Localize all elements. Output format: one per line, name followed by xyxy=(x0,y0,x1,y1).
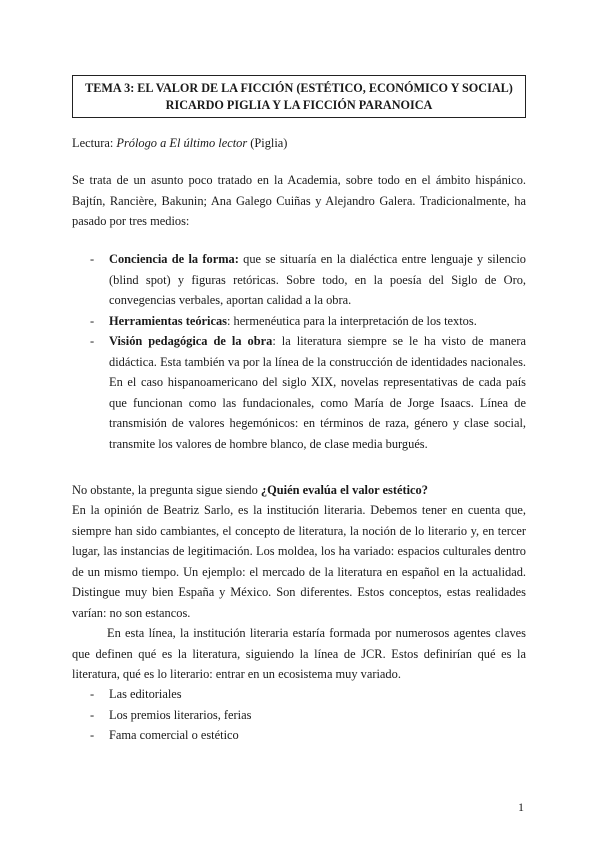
page-number: 1 xyxy=(518,800,524,814)
reading-work: Prólogo a El último lector xyxy=(116,136,248,150)
sarlo-paragraph: En la opinión de Beatriz Sarlo, es la institución literaria. Debemos tener en cuenta que, siempre han sido cambiantes, el concepto de literatura, la noción de lo literario y, en tercer lugar, las instancias de legitimación. Los moldea, los ha variado: espacios culturales dentro de un mismo tiempo. Un ejemplo: el mercado de la literatura en español en la actualidad. Distingue muy bien España y México. Son diferentes. Estos conceptos, estas realidades varían: no son estancos. xyxy=(72,503,526,620)
reading-line xyxy=(72,133,526,154)
item-text: Las editoriales xyxy=(109,687,182,701)
institution-paragraph: En esta línea, la institución literaria estaría formada por numerosos agentes claves que definen qué es la literatura, siguiendo la línea de JCR. Estos definirían qué es la literatura, qué es lo literario: entrar en un ecosistema muy variado. xyxy=(72,626,526,681)
list-item xyxy=(72,249,526,311)
reading-author: (Piglia) xyxy=(247,136,288,150)
title-line-1: TEMA 3: EL VALOR DE LA FICCIÓN (ESTÉTICO, ECONÓMICO Y SOCIAL) xyxy=(85,81,513,95)
reading-label: Lectura: xyxy=(72,136,117,150)
dash-bullet: - xyxy=(90,334,95,348)
dash-bullet: - xyxy=(90,313,95,328)
item-term: Visión pedagógica de la obra xyxy=(109,334,273,348)
question-paragraph xyxy=(72,480,526,501)
dash-bullet: - xyxy=(90,687,95,701)
list-item xyxy=(72,725,526,746)
question-bold: ¿Quién evalúa el valor estético? xyxy=(260,483,428,497)
title-line-2: RICARDO PIGLIA Y LA FICCIÓN PARANOICA xyxy=(165,98,433,112)
item-term: Herramientas teóricas xyxy=(109,313,228,328)
list-item xyxy=(72,684,526,705)
item-term: Conciencia de la forma: xyxy=(109,252,239,266)
item-text: Los premios literarios, ferias xyxy=(109,707,252,722)
intro-paragraph: Se trata de un asunto poco tratado en la Academia, sobre todo en el ámbito hispánico. Bajtín, Rancière, Bakunin; Ana Galego Cuiñas y Alejandro Galera. Tradicionalmente, ha pasado por tres medios: xyxy=(72,173,526,228)
dash-bullet: - xyxy=(90,707,95,722)
means-list xyxy=(72,249,526,454)
list-item xyxy=(72,331,526,454)
item-text: que se situaría en la dialéctica entre lenguaje y silencio (blind spot) y figuras retóricas. Sobre todo, en la poesía del Siglo de Oro, convegencias verbales, aportan calidad a la obra. xyxy=(109,252,526,307)
item-text: : hermenéutica para la interpretación de los textos. xyxy=(227,313,477,328)
item-text: Fama comercial o estético xyxy=(109,728,239,742)
list-item xyxy=(72,705,526,726)
agents-list xyxy=(72,684,526,746)
item-text: : la literatura siempre se le ha visto de manera didáctica. Esta también va por la línea de la construcción de identidades nacionales. En el caso hispanoamericano del siglo XIX, novelas representativas de cada país que funcionan como las fundacionales, como María de Jorge Isaacs. Línea de transmisión de valores hegemónicos: en términos de raza, género y clase social, transmite los valores de hombre blanco, de clase media burgués. xyxy=(109,334,526,451)
list-item xyxy=(72,311,526,332)
dash-bullet: - xyxy=(90,728,95,742)
question-lead: No obstante, la pregunta sigue siendo xyxy=(72,483,261,497)
dash-bullet: - xyxy=(90,252,95,266)
topic-title-box xyxy=(72,75,526,118)
